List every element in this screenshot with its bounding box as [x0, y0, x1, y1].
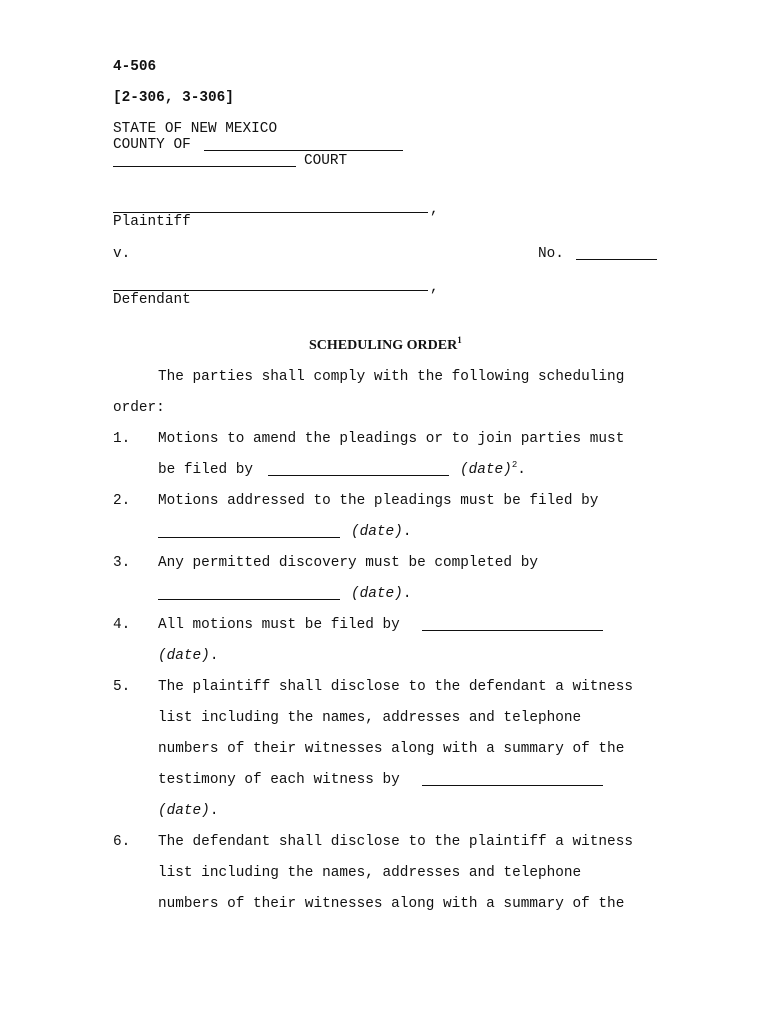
date-blank[interactable] — [422, 630, 603, 631]
item-number: 6. — [113, 834, 131, 850]
item-text: list including the names, addresses and telephone — [158, 865, 582, 881]
date-blank[interactable] — [268, 475, 449, 476]
item-number: 4. — [113, 617, 131, 633]
item-number: 3. — [113, 555, 131, 571]
item-text: The defendant shall disclose to the plaintiff a witness — [158, 834, 633, 850]
date-label: (date) — [351, 586, 403, 602]
footnote-2-marker: 2 — [511, 460, 518, 470]
date-label: (date) — [351, 524, 403, 540]
date-label-line: (date). — [351, 524, 412, 540]
plaintiff-comma: , — [430, 202, 439, 218]
date-blank[interactable] — [422, 785, 603, 786]
item-text: The plaintiff shall disclose to the defendant a witness — [158, 679, 633, 695]
item-number: 2. — [113, 493, 131, 509]
plaintiff-name-blank[interactable] — [113, 212, 428, 213]
court-label: COURT — [304, 153, 348, 169]
item-text: Any permitted discovery must be completed by — [158, 555, 538, 571]
footnote-1-marker: 1 — [457, 335, 462, 345]
item-text: testimony of each witness by — [158, 772, 400, 788]
item-text: list including the names, addresses and telephone — [158, 710, 582, 726]
item-text: numbers of their witnesses along with a summary of the — [158, 896, 625, 912]
county-label: COUNTY OF — [113, 137, 191, 153]
date-label: (date) — [460, 462, 512, 478]
case-no-label: No. — [538, 246, 564, 262]
intro-text-cont: order: — [113, 400, 165, 416]
item-text: All motions must be filed by — [158, 617, 400, 633]
date-label-line: (date). — [158, 803, 219, 819]
date-blank[interactable] — [158, 537, 340, 538]
plaintiff-label: Plaintiff — [113, 214, 191, 230]
item-number: 5. — [113, 679, 131, 695]
item-text: be filed by — [158, 462, 253, 478]
item-text: Motions to amend the pleadings or to join parties must — [158, 431, 625, 447]
defendant-comma: , — [430, 280, 439, 296]
rule-number: 4-506 — [113, 59, 157, 75]
case-number-blank[interactable] — [576, 259, 657, 260]
date-blank[interactable] — [158, 599, 340, 600]
item-number: 1. — [113, 431, 131, 447]
date-label: (date) — [158, 648, 210, 664]
date-label-line: (date). — [158, 648, 219, 664]
date-label: (date) — [158, 803, 210, 819]
date-label-line: (date)$^2$. — [460, 460, 526, 478]
court-blank[interactable] — [113, 166, 296, 167]
item-text: Motions addressed to the pleadings must be filed by — [158, 493, 599, 509]
defendant-label: Defendant — [113, 292, 191, 308]
date-label-line: (date). — [351, 586, 412, 602]
versus: v. — [113, 246, 131, 262]
county-blank[interactable] — [204, 150, 403, 151]
order-title: SCHEDULING ORDER$^1$ — [309, 335, 462, 353]
intro-text: The parties shall comply with the following scheduling — [158, 369, 625, 385]
item-text: numbers of their witnesses along with a summary of the — [158, 741, 625, 757]
state-name: STATE OF NEW MEXICO — [113, 121, 278, 137]
cross-references: [2-306, 3-306] — [113, 90, 234, 106]
defendant-name-blank[interactable] — [113, 290, 428, 291]
